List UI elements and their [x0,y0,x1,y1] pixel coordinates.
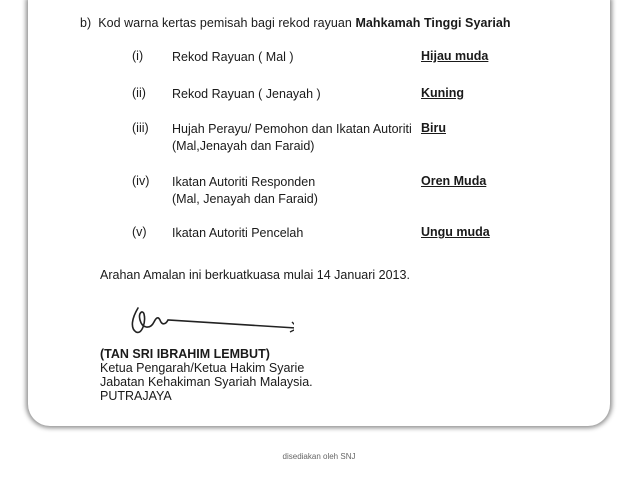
scanned-document [28,0,610,426]
item-line1: Hujah Perayu/ Pemohon dan Ikatan Autoriti [172,122,412,136]
item-line1: Rekod Rayuan ( Mal ) [172,50,294,64]
item-color: Kuning [421,86,465,100]
item-number: (ii) [132,86,146,100]
signatory-department: Jabatan Kehakiman Syariah Malaysia. [100,375,313,389]
effective-date-notice: Arahan Amalan ini berkuatkuasa mulai 14 Januari 2013. [100,268,410,282]
section-heading [80,16,511,30]
item-description [172,121,412,155]
signatory-location: PUTRAJAYA [100,389,172,403]
item-line2: (Mal,Jenayah dan Faraid) [172,139,315,153]
item-line1: Ikatan Autoriti Pencelah [172,226,304,240]
heading-text: Kod warna kertas pemisah bagi rekod rayuan [98,16,352,30]
item-line2: (Mal, Jenayah dan Faraid) [172,192,318,206]
heading-bold: Mahkamah Tinggi Syariah [355,16,511,30]
item-number: (iii) [132,121,149,135]
signatory-block [100,347,313,403]
item-color: Hijau muda [421,49,489,63]
item-description [172,174,318,208]
item-description [172,225,303,242]
item-color: Ungu muda [421,225,490,239]
item-number: (i) [132,49,144,63]
item-color: Oren Muda [421,174,487,188]
signatory-title: Ketua Pengarah/Ketua Hakim Syarie [100,361,305,375]
footer-credit: disediakan oleh SNJ [282,452,356,461]
heading-prefix: b) [80,16,92,30]
signatory-name: (TAN SRI IBRAHIM LEMBUT) [100,347,270,361]
item-color: Biru [421,121,446,135]
signature-image [124,300,294,340]
item-line1: Rekod Rayuan ( Jenayah ) [172,87,321,101]
item-number: (v) [132,225,147,239]
item-description [172,49,294,66]
item-description [172,86,321,103]
document-frame [28,0,610,426]
item-number: (iv) [132,174,150,188]
item-line1: Ikatan Autoriti Responden [172,175,316,189]
